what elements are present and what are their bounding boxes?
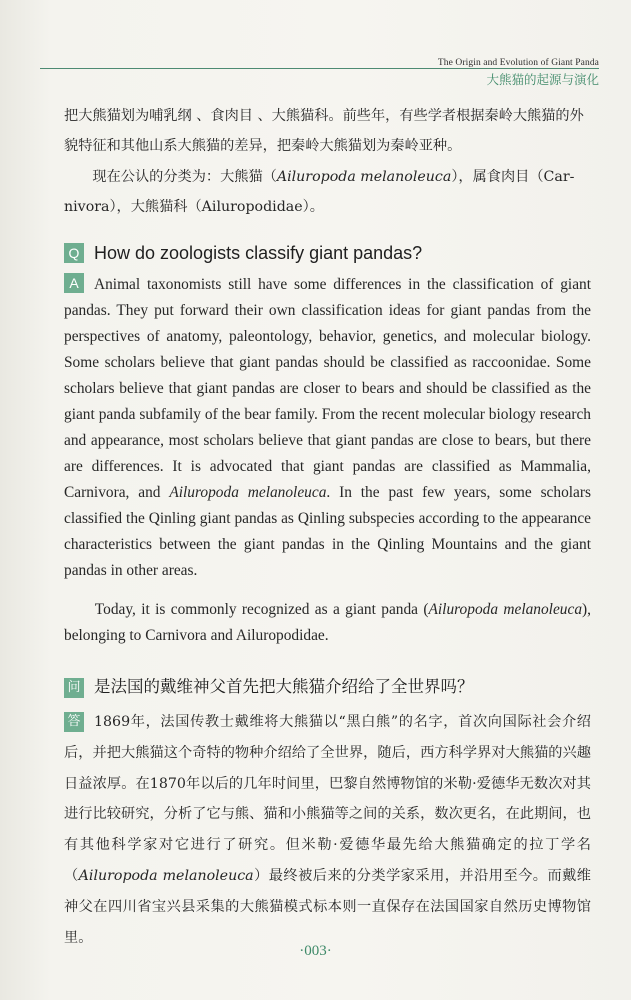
latin-name: Ailuropoda melanoleuca [428, 601, 583, 618]
question-badge: Q [64, 243, 84, 263]
answer-chinese [64, 707, 591, 953]
intro-paragraph-2 [64, 162, 591, 222]
page-number: ·003· [299, 943, 332, 959]
answer-text-part2: . In the past few years, some scholars classified the Qinling giant pandas as Qinling subspecies according to the appearance characteristics between the giant pandas in the Qinling Mountains and the giant pandas in other areas. [64, 484, 591, 579]
header-rule [40, 68, 599, 69]
running-header-english: The Origin and Evolution of Giant Panda [437, 58, 599, 68]
para-text-after: ), belonging to Carnivora and Ailuropodidae. [64, 601, 591, 644]
answer-badge: A [64, 273, 84, 293]
intro-text-before: 现在公认的分类为：大熊猫（ [92, 169, 277, 185]
answer-english [64, 272, 591, 584]
latin-name: Ailuropoda melanoleuca [276, 169, 452, 185]
latin-name: Ailuropoda melanoleuca [169, 484, 327, 501]
question-text: How do zoologists classify giant pandas? [94, 243, 423, 263]
question-english [64, 241, 591, 265]
para-text-before: Today, it is commonly recognized as a giant panda ( [94, 601, 429, 618]
question-chinese [64, 674, 591, 700]
answer-text-part2: ）最终被后来的分类学家采用，并沿用至今。而戴维神父在四川省宝兴县采集的大熊猫模式标本则一直保存在法国国家自然历史博物馆里。 [64, 867, 591, 946]
answer-text-part1: Animal taxonomists still have some differences in the classification of giant pandas. They put forward their own classification ideas for giant pandas from the perspectives of anatomy, paleontology, behavior, genetics, and molecular biology. Some scholars believe that giant pandas should be classified as raccoonidae. Some scholars believe that giant pandas are closer to bears and should be classified as the giant panda subfamily of the bear family. From the recent molecular biology research and appearance, most scholars believe that giant pandas are close to bears, but there are differences. It is advocated that giant pandas are classified as Mammalia, Carnivora, and [64, 276, 591, 501]
running-header-chinese: 大熊猫的起源与演化 [486, 72, 599, 87]
latin-name: Ailuropoda melanoleuca [78, 867, 254, 884]
answer-english-paragraph-2 [64, 597, 591, 649]
intro-paragraph-1: 把大熊猫划为哺乳纲 、食肉目 、大熊猫科。前些年，有些学者根据秦岭大熊猫的外貌特征和其他山系大熊猫的差异，把秦岭大熊猫划为秦岭亚种。 [64, 108, 584, 154]
answer-badge: 答 [64, 712, 84, 732]
answer-text-part1: 1869年，法国传教士戴维将大熊猫以“黑白熊”的名字，首次向国际社会介绍后，并把大熊猫这个奇特的物种介绍给了全世界，随后，西方科学界对大熊猫的兴趣日益浓厚。在1870年以后的几年时间里，巴黎自然博物馆的米勒·爱德华无数次对其进行比较研究，分析了它与熊、猫和小熊猫等之间的关系，数次更名，在此期间，也有其他科学家对它进行了研究。但米勒·爱德华最先给大熊猫确定的拉丁学名（ [64, 714, 591, 884]
question-text: 是法国的戴维神父首先把大熊猫介绍给了全世界吗？ [94, 677, 474, 696]
question-badge: 问 [64, 678, 84, 698]
intro-text-after: ），属食肉目（Car-nivora），大熊猫科（Ailuropodidae）。 [64, 169, 575, 215]
